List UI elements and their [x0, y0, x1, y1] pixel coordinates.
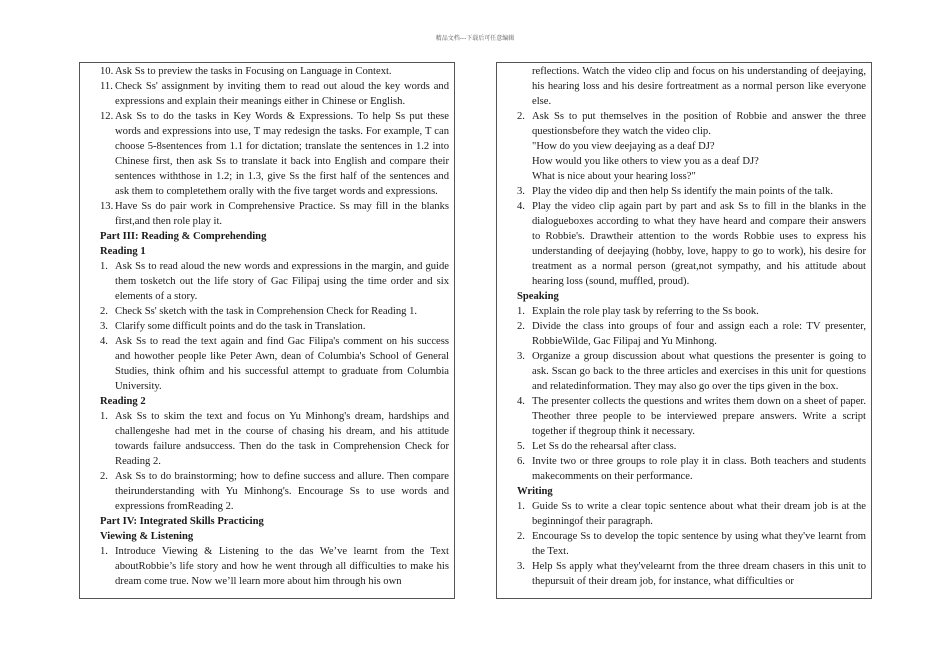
item-number: 2. [100, 471, 108, 482]
item-number: 1. [100, 546, 108, 557]
section-heading-part4: Part IV: Integrated Skills Practicing [100, 516, 264, 527]
item-number: 1. [517, 306, 525, 317]
item-text: Ask Ss to skim the text and focus on Yu Minhong's dream, hardships and challengeshe had met in the course of chasing his dream, and his attitude towards failure andsuccess. Then do the task in Comprehension Check for Reading 2. [115, 411, 449, 467]
left-column [79, 62, 455, 599]
viewing-items [100, 544, 449, 589]
item-number: 1. [517, 501, 525, 512]
item-number: 4. [517, 396, 525, 407]
reading1-items [100, 259, 449, 394]
list-item [517, 559, 866, 589]
item-text: Ask Ss to do brainstorming; how to define success and allure. Then compare theirunderstanding with Yu Minhong's. Encourage Ss to use words and expressions fromReading 2. [115, 471, 449, 512]
item-text: Encourage Ss to develop the topic sentence by using what they've learnt from the Text. [532, 531, 866, 557]
item-number: 2. [100, 306, 108, 317]
list-item [100, 334, 449, 394]
item-number: 1. [100, 261, 108, 272]
item-number: 4. [517, 201, 525, 212]
list-item [517, 529, 866, 559]
section-heading-part3: Part III: Reading & Comprehending [100, 231, 267, 242]
item-number: 2. [517, 531, 525, 542]
page-header-watermark: 精品文档---下载后可任意编辑 [435, 35, 515, 42]
item-text: Divide the class into groups of four and assign each a role: TV presenter, RobbieWilde, Gac Filipaj and Yu Minhong. [532, 321, 866, 347]
list-item [100, 109, 449, 199]
list-item [517, 109, 866, 139]
list-item [100, 319, 449, 334]
list-item [517, 394, 866, 439]
list-item [517, 319, 866, 349]
speaking-items [517, 304, 866, 484]
item-text: Introduce Viewing & Listening to the das We’ve learnt from the Text aboutRobbie’s life story and how he went through all difficulties to make his dream come true. Now we’ll learn more about him through his own [115, 546, 449, 587]
item-text: Check Ss' sketch with the task in Comprehension Check for Reading 1. [115, 306, 418, 317]
list-item [100, 469, 449, 514]
item-number: 3. [517, 186, 525, 197]
item-text: Ask Ss to read the text again and find Gac Filipa's comment on his success and howother people like Peter Awn, dean of Columbia's School of General Studies, think ofhim and his successful attempt to graduate from Columbia University. [115, 336, 449, 392]
item-text: Ask Ss to read aloud the new words and expressions in the margin, and guide them tosketch out the life story of Gac Filipaj using the time order and six elements of a story. [115, 261, 449, 302]
item-text: Ask Ss to put themselves in the position of Robbie and answer the three questionsbefore they watch the video clip. [532, 111, 866, 137]
item-text: Play the video clip again part by part and ask Ss to fill in the blanks in the dialogueboxes according to what they have heard and compare their answers to Robbie's. Drawtheir attention to the words Robbie uses to express his understanding of deejaying (hobby, love, happy to go to work), his desire for treatment as a normal person (great,not sympathy, and his attitude about hearing loss (sound, muffled, proud). [532, 201, 866, 287]
continued-paragraph: reflections. Watch the video clip and focus on his understanding of deejaying, his hearing loss and his desire fortreatment as a normal person like everyone else. [532, 66, 866, 107]
item-text: Have Ss do pair work in Comprehensive Practice. Ss may fill in the blanks first,and then role play it. [115, 201, 449, 227]
list-item [517, 439, 866, 454]
item-text: Invite two or three groups to role play it in class. Both teachers and students makecomments on their performance. [532, 456, 866, 482]
item-text: Explain the role play task by referring to the Ss book. [532, 306, 759, 317]
item-number: 4. [100, 336, 108, 347]
section-heading-speaking: Speaking [517, 291, 559, 302]
list-item [100, 409, 449, 469]
item-number: 6. [517, 456, 525, 467]
item-number: 10. [100, 66, 114, 77]
item-text: Play the video dip and then help Ss identify the main points of the talk. [532, 186, 833, 197]
section-heading-reading2: Reading 2 [100, 396, 146, 407]
item-text: Clarify some difficult points and do the task in Translation. [115, 321, 366, 332]
list-item [100, 259, 449, 304]
item-number: 2. [517, 111, 525, 122]
question-line: What is nice about your hearing loss?" [532, 171, 696, 182]
item-text: Let Ss do the rehearsal after class. [532, 441, 677, 452]
item-text: Check Ss' assignment by inviting them to read out aloud the key words and expressions and explain their meanings either in Chinese or English. [115, 81, 449, 107]
list-item [517, 304, 866, 319]
item-text: Ask Ss to do the tasks in Key Words & Expressions. To help Ss put these words and expressions into use, T may redesign the tasks. For example, T can choose 5-8sentences from 1.1 for dictation; translate the sentences in 1.2 into Chinese first, then ask Ss to translate it back into English and compare their sentences withthose in 1.2; in 1.3, give Ss the first half of the sentences and ask them to completethem orally with the five target words and expressions. [115, 111, 449, 197]
right-column [496, 62, 872, 599]
list-item [517, 454, 866, 484]
item-text: Help Ss apply what they'velearnt from the three dream chasers in this unit to thepursuit of their dream job, for instance, what difficulties or [532, 561, 866, 587]
item-number: 3. [100, 321, 108, 332]
item-number: 3. [517, 351, 525, 362]
list-item [100, 544, 449, 589]
item-text: Guide Ss to write a clear topic sentence about what their dream job is at the beginningof their paragraph. [532, 501, 866, 527]
list-item [517, 349, 866, 394]
writing-items [517, 499, 866, 589]
item-text: The presenter collects the questions and writes them down on a sheet of paper. Theother three people to be interviewed prepare answers. Write a script together if thegroup think it necessary. [532, 396, 866, 437]
item-number: 11. [100, 81, 113, 92]
question-line: How would you like others to view you as a deaf DJ? [532, 156, 759, 167]
reading2-items [100, 409, 449, 514]
question-line: "How do you view deejaying as a deaf DJ? [532, 141, 715, 152]
section-heading-reading1: Reading 1 [100, 246, 146, 257]
section-heading-viewing: Viewing & Listening [100, 531, 194, 542]
item-number: 13. [100, 201, 114, 212]
item-number: 1. [100, 411, 108, 422]
list-item [517, 199, 866, 289]
item-number: 5. [517, 441, 525, 452]
item-text: Ask Ss to preview the tasks in Focusing on Language in Context. [115, 66, 392, 77]
list-item [100, 79, 449, 109]
item-text: Organize a group discussion about what questions the presenter is going to ask. Sscan go back to the three articles and exercises in this unit for questions and relatedinformation. They may also go over the tips given in the box. [532, 351, 866, 392]
item-number: 12. [100, 111, 114, 122]
left-items-a [100, 64, 449, 229]
list-item [100, 64, 449, 79]
list-item [100, 199, 449, 229]
section-heading-writing: Writing [517, 486, 553, 497]
item-number: 3. [517, 561, 525, 572]
item-number: 2. [517, 321, 525, 332]
list-item [517, 184, 866, 199]
list-item [100, 304, 449, 319]
list-item [517, 499, 866, 529]
